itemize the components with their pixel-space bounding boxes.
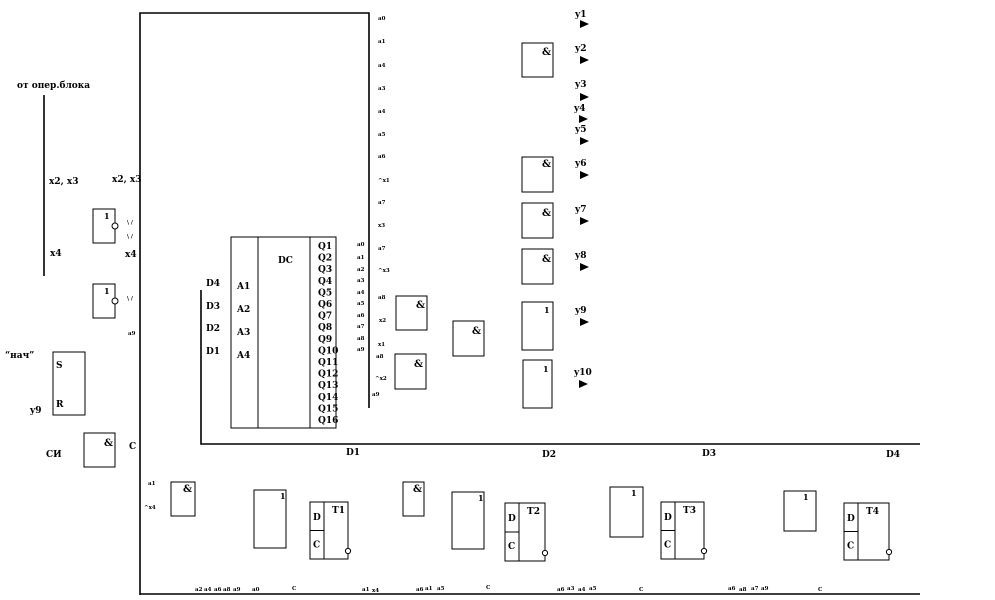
middle-gate-inputs	[372, 295, 387, 398]
bus-label-d1: D1	[346, 448, 361, 458]
a9-left-label: a9	[128, 331, 136, 337]
and-gate-y2	[522, 43, 553, 77]
decoder-title: DC	[278, 256, 293, 266]
mid-gate-input: a9	[372, 392, 380, 398]
svg-text:&: &	[183, 484, 193, 495]
inverted-output-icon	[345, 548, 350, 553]
control-outputs	[573, 10, 592, 388]
input-x4-right: x4	[125, 250, 137, 260]
decoder-output-q13: Q13	[318, 381, 339, 392]
state-label: x3	[378, 223, 386, 229]
d-line-label: D2	[206, 324, 221, 334]
trigger-c-input: C	[508, 542, 516, 552]
decoder-a-output: a8	[357, 336, 365, 342]
state-label: a4	[378, 63, 386, 69]
svg-text:1: 1	[543, 364, 549, 374]
decoder-output-q9: Q9	[318, 334, 333, 345]
decoder-output-q5: Q5	[318, 288, 333, 299]
sr-s-label: S	[56, 361, 63, 371]
state-label: ^x1	[378, 178, 390, 184]
trigger-d-input: D	[508, 514, 516, 524]
output-y10: y10	[574, 368, 592, 378]
output-y5: y5	[575, 125, 587, 135]
start-label: “нач”	[5, 351, 35, 361]
output-y7: y7	[575, 205, 587, 215]
decoder-dc	[206, 237, 338, 428]
decoder-a-outputs	[357, 242, 365, 353]
bottom-input-label: C	[818, 587, 823, 593]
bottom-input-label: a1	[362, 587, 370, 593]
bottom-input-labels	[195, 585, 823, 594]
decoder-a-output: a1	[357, 255, 365, 261]
decoder-a-output: a0	[357, 242, 365, 248]
trigger-d-input: D	[313, 513, 321, 523]
output-arrow-icon	[579, 115, 588, 123]
and-gate-y6	[522, 157, 553, 192]
state-label: a7	[378, 246, 386, 252]
svg-text:&: &	[413, 484, 423, 495]
or-gate-y9	[522, 302, 553, 350]
output-arrow-icon	[580, 93, 589, 101]
and-gate-m2	[395, 354, 426, 389]
output-arrow-icon	[580, 137, 589, 145]
bottom-input-label: x4	[372, 588, 380, 594]
or-gate-y10	[523, 360, 552, 408]
sr-r-label: R	[56, 400, 64, 410]
b1-in-a1: a1	[148, 481, 156, 487]
source-label: от опер.блока	[17, 81, 91, 91]
svg-text:&: &	[542, 159, 552, 170]
mid-gate-input: x2	[379, 318, 387, 324]
trigger-name: T3	[683, 506, 696, 516]
bottom-input-label: a1	[425, 586, 433, 592]
decoder-output-q6: Q6	[318, 300, 333, 310]
tick-mark: \ ∕	[127, 220, 133, 226]
sr-latch	[53, 352, 85, 415]
state-signal-labels	[378, 16, 390, 274]
decoder-input-a1: A1	[237, 282, 251, 292]
trigger-name: T4	[866, 507, 879, 517]
decoder-output-q10: Q10	[318, 346, 339, 357]
y9-feedback-label: y9	[30, 406, 42, 416]
bottom-input-label: a5	[437, 586, 445, 592]
svg-text:1: 1	[803, 492, 809, 502]
bottom-input-label: a4	[578, 587, 586, 593]
decoder-output-q11: Q11	[318, 358, 339, 368]
state-label: a6	[378, 154, 386, 160]
state-label: a3	[378, 86, 386, 92]
and-gate-y8	[522, 249, 553, 284]
bottom-input-label: a7	[751, 586, 759, 592]
svg-text:&: &	[416, 300, 426, 311]
decoder-output-q1: Q1	[318, 242, 333, 252]
trigger-name: T2	[527, 507, 540, 517]
or-gate-b3	[610, 487, 643, 537]
mid-gate-input: ^x2	[375, 376, 387, 382]
svg-text:&: &	[542, 47, 552, 58]
bottom-input-label: C	[486, 585, 491, 591]
output-arrow-icon	[580, 263, 589, 271]
svg-text:1: 1	[104, 286, 110, 296]
svg-text:&: &	[542, 254, 552, 265]
or-gate-b4	[784, 491, 816, 531]
bottom-input-label: a6	[557, 587, 565, 593]
output-y1: y1	[575, 10, 587, 20]
decoder-input-a2: A2	[237, 305, 251, 315]
state-label: a7	[378, 200, 386, 206]
state-label: a5	[378, 132, 386, 138]
clock-label: СИ	[46, 450, 62, 460]
decoder-output-q2: Q2	[318, 253, 333, 264]
output-y3: y3	[575, 80, 587, 90]
svg-text:&: &	[104, 438, 114, 449]
mid-gate-input: a8	[376, 354, 384, 360]
bottom-input-label: a2	[195, 587, 203, 593]
bottom-input-label: a6	[728, 586, 736, 592]
inverter-2	[93, 284, 134, 318]
svg-text:1: 1	[631, 488, 637, 498]
output-y4: y4	[574, 104, 586, 114]
bottom-input-label: a0	[252, 587, 260, 593]
decoder-output-q15: Q15	[318, 404, 339, 415]
output-arrow-icon	[580, 56, 589, 64]
decoder-output-q4: Q4	[318, 276, 333, 287]
svg-text:1: 1	[544, 305, 550, 315]
decoder-a-output: a7	[357, 324, 365, 330]
trigger-t2	[505, 503, 548, 561]
bottom-input-label: a3	[567, 586, 575, 592]
trigger-d-input: D	[664, 513, 672, 523]
state-label: ^x3	[378, 268, 390, 274]
inverted-output-icon	[886, 549, 891, 554]
state-label: a4	[378, 109, 386, 115]
decoder-a-output: a5	[357, 301, 365, 307]
bottom-input-label: a8	[739, 587, 747, 593]
decoder-input-a3: A3	[237, 328, 251, 338]
bus-label-d3: D3	[702, 449, 717, 459]
output-arrow-icon	[580, 20, 589, 28]
trigger-t3	[661, 502, 707, 559]
and-gate-m3	[453, 321, 484, 356]
decoder-a-output: a6	[357, 313, 365, 319]
output-y9: y9	[575, 306, 587, 316]
decoder-a-output: a9	[357, 347, 365, 353]
decoder-a-output: a4	[357, 290, 365, 296]
decoder-output-q3: Q3	[318, 265, 333, 276]
decoder-output-q14: Q14	[318, 392, 339, 403]
inverter-1	[93, 209, 134, 243]
inverted-output-icon	[701, 548, 706, 553]
mid-gate-input: a8	[378, 295, 386, 301]
mid-gate-input: x1	[378, 342, 386, 348]
trigger-t4	[844, 503, 892, 560]
bottom-input-label: a9	[233, 587, 241, 593]
bus-labels	[346, 448, 900, 460]
and-gate-m1	[396, 296, 427, 330]
and-gate-y7	[522, 203, 553, 238]
decoder-d-labels	[206, 279, 220, 357]
svg-text:1: 1	[280, 491, 286, 501]
decoder-a-output: a3	[357, 278, 365, 284]
output-arrow-icon	[580, 217, 589, 225]
decoder-a-output: a2	[357, 267, 365, 273]
state-label: a1	[378, 39, 386, 45]
trigger-t1	[310, 502, 351, 559]
and-gate-b2	[403, 482, 424, 516]
input-x2x3-left: x2, x3	[49, 177, 79, 187]
input-x2x3-right: x2, x3	[112, 175, 142, 185]
tick-mark: \ ∕	[127, 234, 133, 240]
clock-and-gate	[84, 433, 115, 467]
or-gate-b1	[254, 490, 286, 548]
decoder-output-q16: Q16	[318, 416, 339, 426]
output-y8: y8	[575, 251, 587, 261]
tick-mark: \ ∕	[127, 296, 133, 302]
d-line-label: D3	[206, 302, 221, 312]
inverted-output-icon	[542, 550, 547, 555]
d-line-label: D1	[206, 347, 221, 357]
output-y2: y2	[575, 44, 587, 54]
bottom-input-label: C	[639, 587, 644, 593]
bottom-input-label: a6	[416, 587, 424, 593]
svg-text:1: 1	[478, 493, 484, 503]
output-y6: y6	[575, 159, 587, 169]
trigger-c-input: C	[847, 541, 855, 552]
d-line-label: D4	[206, 279, 221, 289]
bottom-input-label: C	[292, 586, 297, 592]
svg-text:1: 1	[104, 211, 110, 221]
output-arrow-icon	[580, 318, 589, 326]
decoder-output-q8: Q8	[318, 323, 333, 334]
trigger-name: T1	[332, 506, 345, 516]
and-gate-b1	[171, 482, 195, 516]
b1-in-nx4: ^x4	[144, 505, 156, 511]
trigger-c-input: C	[313, 540, 321, 551]
bus-label-d2: D2	[542, 450, 557, 460]
bus-label-d4: D4	[886, 450, 901, 460]
svg-text:&: &	[414, 359, 424, 370]
output-arrow-icon	[579, 380, 588, 388]
decoder-output-q12: Q12	[318, 369, 339, 380]
bottom-input-label: a4	[204, 587, 212, 593]
state-label: a0	[378, 16, 386, 22]
or-gate-b2	[452, 492, 484, 549]
input-x4-left: x4	[50, 249, 62, 259]
bottom-input-label: a8	[223, 587, 231, 593]
decoder-output-q7: Q7	[318, 311, 333, 322]
clock-c-label: C	[129, 442, 137, 452]
trigger-c-input: C	[664, 540, 672, 551]
decoder-input-a4: A4	[237, 351, 251, 361]
svg-text:&: &	[472, 326, 482, 337]
trigger-d-input: D	[847, 514, 855, 524]
output-arrow-icon	[580, 171, 589, 179]
bottom-input-label: a9	[761, 586, 769, 592]
bottom-input-label: a5	[589, 586, 597, 592]
svg-text:&: &	[542, 208, 552, 219]
bottom-input-label: a6	[214, 587, 222, 593]
